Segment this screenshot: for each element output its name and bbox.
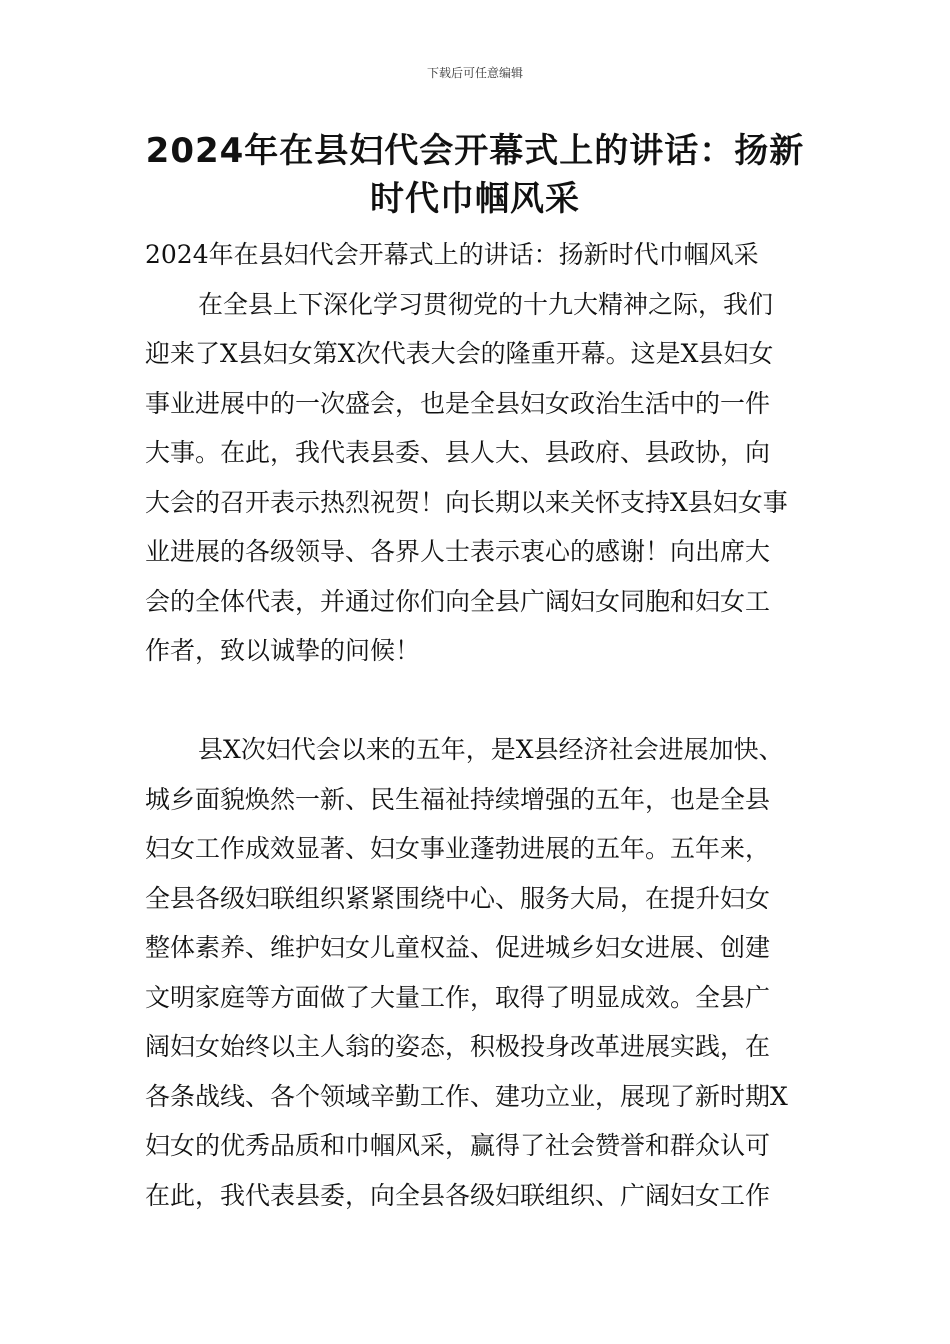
paragraph-line: 作者，致以诚挚的问候！	[145, 636, 421, 665]
paragraph-line: 全县各级妇联组织紧紧围绕中心、服务大局，在提升妇女	[145, 883, 771, 913]
page-header-note: 下载后可任意编辑	[426, 66, 523, 80]
paragraph-line: 县X次妇代会以来的五年，是X县经济社会进展加快、	[198, 735, 784, 764]
paragraph-line: 阔妇女始终以主人翁的姿态，积极投身改革进展实践，在	[145, 1032, 771, 1061]
document-title-line-2: 时代巾帼风采	[370, 179, 580, 219]
document-body	[145, 230, 815, 1220]
paragraph-line: 在此，我代表县委，向全县各级妇联组织、广阔妇女工作	[145, 1180, 771, 1210]
paragraph-line: 迎来了X县妇女第X次代表大会的隆重开幕。这是X县妇女	[145, 339, 774, 368]
paragraph-line: 大事。在此，我代表县委、县人大、县政府、县政协，向	[145, 438, 771, 467]
document-title	[120, 127, 830, 223]
paragraph-line: 整体素养、维护妇女儿童权益、促进城乡妇女进展、创建	[145, 933, 771, 962]
paragraph-line: 会的全体代表，并通过你们向全县广阔妇女同胞和妇女工	[145, 586, 771, 616]
paragraph-line: 妇女的优秀品质和巾帼风采，赢得了社会赞誉和群众认可	[145, 1131, 771, 1160]
paragraph-line: 大会的召开表示热烈祝贺！向长期以来关怀支持X县妇女事	[145, 487, 788, 517]
paragraph-line: 妇女工作成效显著、妇女事业蓬勃进展的五年。五年来，	[145, 834, 771, 863]
document-subtitle: 2024年在县妇代会开幕式上的讲话：扬新时代巾帼风采	[145, 240, 759, 269]
paragraph-1	[145, 280, 815, 676]
paragraph-line: 业进展的各级领导、各界人士表示衷心的感谢！向出席大	[145, 537, 771, 566]
paragraph-line: 在全县上下深化学习贯彻党的十九大精神之际，我们	[198, 289, 774, 319]
paragraph-line: 事业进展中的一次盛会，也是全县妇女政治生活中的一件	[145, 388, 771, 418]
paragraph-line: 城乡面貌焕然一新、民生福祉持续增强的五年，也是全县	[145, 784, 771, 814]
document-title-line-1: 2024年在县妇代会开幕式上的讲话：扬新	[145, 131, 805, 171]
paragraph-line: 各条战线、各个领域辛勤工作、建功立业，展现了新时期X	[145, 1081, 788, 1111]
paragraph-line: 文明家庭等方面做了大量工作，取得了明显成效。全县广	[145, 982, 771, 1012]
paragraph-2	[145, 725, 815, 1220]
paragraph-spacer	[145, 676, 815, 726]
